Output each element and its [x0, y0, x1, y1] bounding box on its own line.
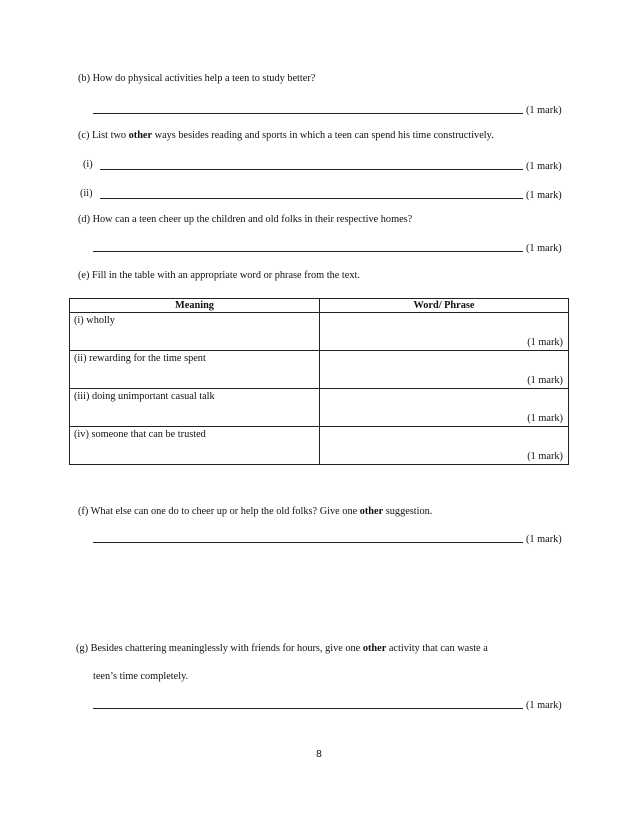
meaning-cell: (ii) rewarding for the time spent: [70, 351, 320, 389]
header-meaning: Meaning: [70, 299, 320, 313]
question-c-pre: (c) List two: [78, 130, 129, 141]
mark-c-i: (1 mark): [526, 161, 562, 172]
c-i-label: (i): [83, 159, 93, 170]
table-header-row: [70, 299, 569, 313]
question-g-text: [76, 643, 488, 654]
question-f-text: [78, 506, 432, 517]
row-mark: (1 mark): [527, 337, 563, 348]
answer-line-c-ii[interactable]: [100, 188, 523, 199]
answer-line-g[interactable]: [93, 698, 523, 709]
meaning-cell: (iii) doing unimportant casual talk: [70, 389, 320, 427]
mark-g: (1 mark): [526, 700, 562, 711]
question-c-bold: other: [128, 130, 153, 141]
mark-b: (1 mark): [526, 105, 562, 116]
word-phrase-cell[interactable]: [320, 313, 569, 351]
question-f-bold: other: [359, 506, 384, 517]
c-ii-label: (ii): [80, 188, 93, 199]
word-phrase-cell[interactable]: [320, 427, 569, 465]
word-phrase-cell[interactable]: [320, 351, 569, 389]
question-e-text: (e) Fill in the table with an appropriate word or phrase from the text.: [78, 270, 360, 281]
question-b-text: (b) How do physical activities help a teen to study better?: [78, 73, 316, 84]
page-number: 8: [316, 749, 322, 760]
answer-line-f[interactable]: [93, 532, 523, 543]
question-g-line2: teen’s time completely.: [93, 671, 189, 682]
answer-line-d[interactable]: [93, 241, 523, 252]
question-f-post: suggestion.: [383, 506, 433, 517]
question-d-text: (d) How can a teen cheer up the children and old folks in their respective homes?: [78, 214, 413, 225]
answer-line-b[interactable]: [93, 103, 523, 114]
row-mark: (1 mark): [527, 375, 563, 386]
question-c-text: [78, 130, 494, 141]
question-c-post: ways besides reading and sports in which a teen can spend his time constructively.: [152, 130, 494, 141]
meaning-cell: (iv) someone that can be trusted: [70, 427, 320, 465]
row-mark: (1 mark): [527, 451, 563, 462]
question-g-bold: other: [362, 643, 387, 654]
table-row: [70, 389, 569, 427]
meaning-cell: (i) wholly: [70, 313, 320, 351]
question-g-pre: (g) Besides chattering meaninglessly with friends for hours, give one: [76, 643, 363, 654]
mark-f: (1 mark): [526, 534, 562, 545]
row-mark: (1 mark): [527, 413, 563, 424]
mark-c-ii: (1 mark): [526, 190, 562, 201]
mark-d: (1 mark): [526, 243, 562, 254]
table-row: [70, 313, 569, 351]
answer-line-c-i[interactable]: [100, 159, 523, 170]
table-row: [70, 351, 569, 389]
question-f-pre: (f) What else can one do to cheer up or help the old folks? Give one: [78, 506, 360, 517]
answer-table: [69, 298, 569, 465]
question-g-post: activity that can waste a: [386, 643, 488, 654]
table-row: [70, 427, 569, 465]
word-phrase-cell[interactable]: [320, 389, 569, 427]
header-word-phrase: Word/ Phrase: [320, 299, 569, 313]
